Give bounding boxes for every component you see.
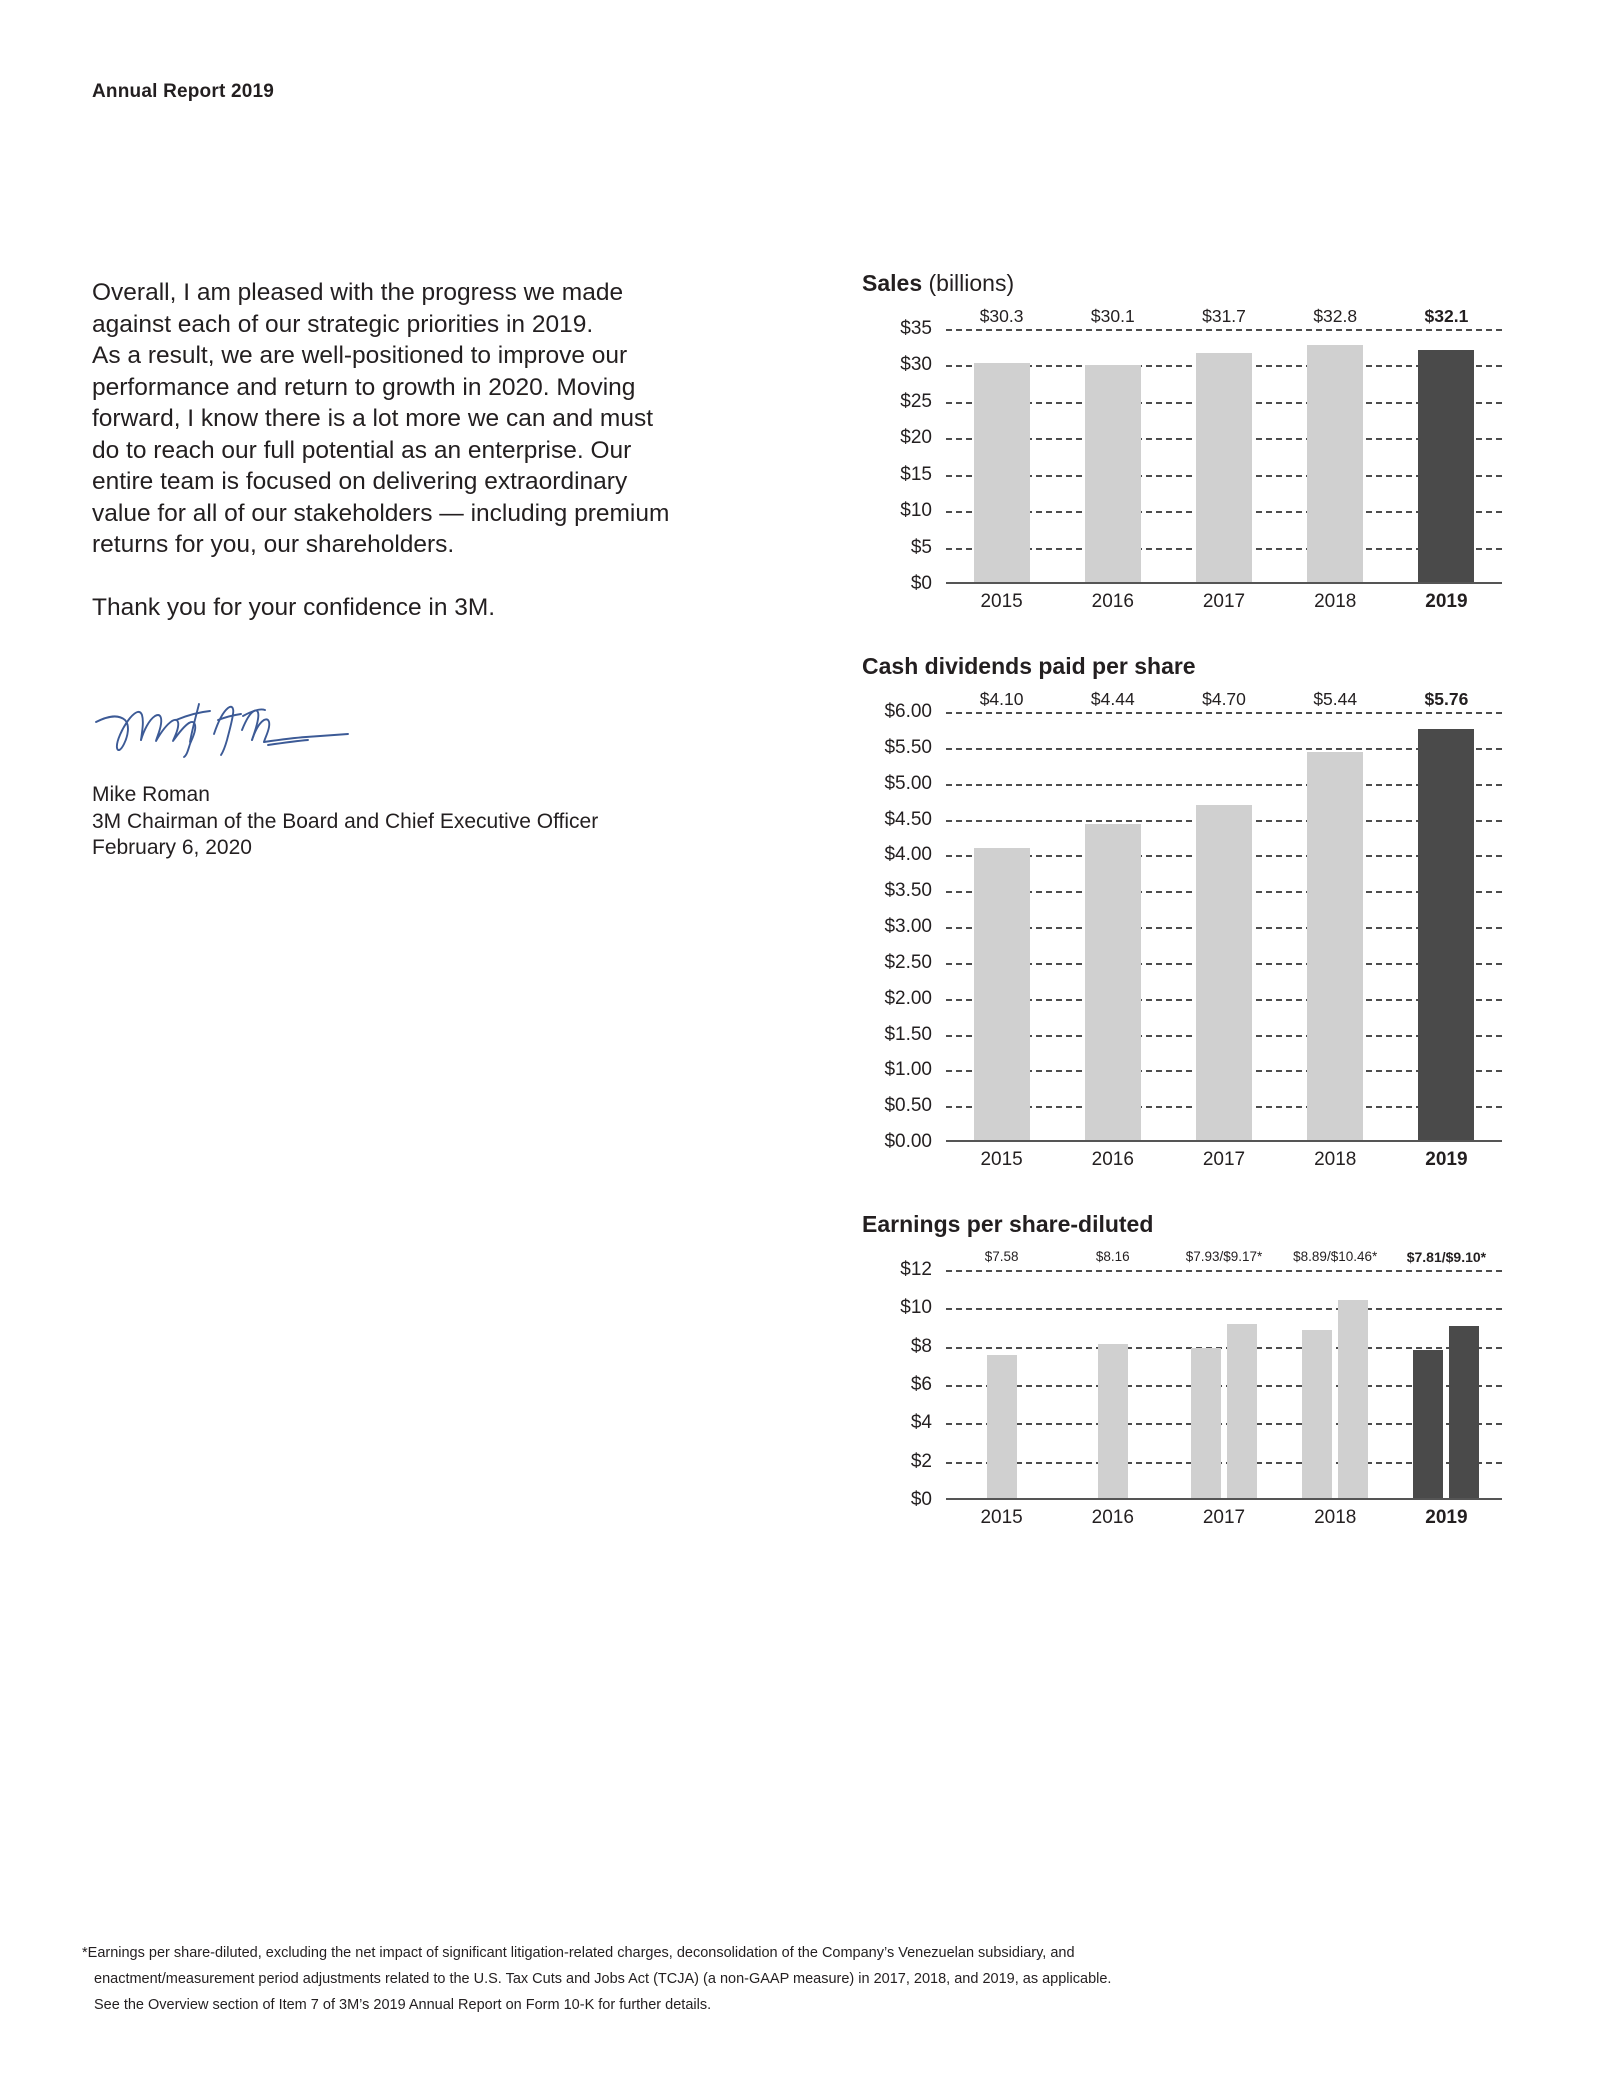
bar	[1191, 1348, 1221, 1500]
value-label: $7.93/$9.17*	[1185, 1249, 1263, 1264]
x-axis-tick-label: 2015	[980, 591, 1023, 612]
x-axis-tick-label: 2019	[1425, 591, 1468, 612]
chart-dividends	[862, 653, 1502, 1171]
y-axis-tick-label: $15	[900, 463, 932, 485]
chart-title-main: Sales	[862, 270, 923, 296]
x-axis-tick-label: 2016	[1091, 591, 1134, 612]
y-axis-tick-label: $6.00	[884, 701, 932, 722]
bar-group	[1280, 752, 1391, 1142]
bar-group	[1057, 824, 1168, 1142]
signer-name: Mike Roman	[92, 783, 210, 806]
bar	[1227, 1324, 1257, 1500]
y-axis-tick-label: $1.50	[884, 1023, 932, 1045]
letter-line: Overall, I am pleased with the progress we made	[92, 279, 624, 306]
chart-title-eps	[862, 1211, 1502, 1238]
plot-inner	[884, 701, 1502, 1152]
footnote	[82, 1940, 1532, 2018]
y-axis-tick-label: $0.50	[884, 1095, 932, 1117]
bar	[1085, 824, 1141, 1142]
x-axis-tick-label: 2018	[1314, 1507, 1357, 1528]
x-axis-tick-label: 2017	[1202, 1507, 1246, 1528]
value-label: $30.1	[1090, 306, 1135, 326]
chart-sales	[862, 270, 1502, 613]
charts-column	[862, 270, 1502, 1529]
x-axis-tick-label: 2015	[980, 1149, 1023, 1170]
letter-line: do to reach our full potential as an enterprise. Our	[92, 436, 632, 464]
signature-block	[92, 700, 732, 862]
letter-line: forward, I know there is a lot more we can and must	[92, 405, 654, 432]
letter-line: entire team is focused on delivering extraordinary	[92, 468, 628, 495]
bar	[1449, 1326, 1479, 1500]
y-axis-tick-label: $4.50	[884, 808, 932, 830]
value-label: $4.44	[1090, 689, 1135, 709]
y-axis-tick-label: $4.00	[884, 844, 932, 866]
bar-group	[1391, 350, 1502, 584]
bar-group	[1057, 1344, 1168, 1500]
y-axis-tick-label: $20	[900, 427, 932, 449]
chart-value-labels	[946, 303, 1502, 329]
x-axis-tick-label: 2019	[1425, 1149, 1468, 1170]
y-axis-tick-label: $2.50	[884, 951, 932, 973]
x-axis-tick-label: 2016	[1091, 1149, 1134, 1170]
y-axis-tick-label: $0	[910, 1489, 932, 1510]
x-axis-labels	[946, 1500, 1502, 1529]
bar	[987, 1355, 1017, 1500]
bar-group	[1280, 1300, 1391, 1500]
chart-title-dividends	[862, 653, 1502, 680]
y-axis-tick-label: $4	[910, 1412, 932, 1434]
y-axis-tick-label: $30	[900, 354, 932, 376]
y-axis-tick-label: $2.00	[884, 987, 932, 1009]
bar-group	[946, 1355, 1057, 1500]
value-label: $7.58	[984, 1249, 1019, 1264]
y-axis-tick-label: $5.00	[884, 772, 932, 794]
x-axis-labels	[946, 1142, 1502, 1171]
chart-value-labels	[946, 686, 1502, 712]
x-axis-tick-label: 2018	[1314, 591, 1357, 612]
y-axis-tick-label: $5.50	[884, 736, 932, 758]
y-axis-tick-label: $8	[910, 1335, 932, 1357]
value-label: $7.81/$9.10*	[1406, 1249, 1487, 1265]
chart-title-main: Cash dividends paid per share	[862, 653, 1196, 679]
footnote-line-2: enactment/measurement period adjustments related to the U.S. Tax Cuts and Jobs Act (TCJA) (a non-GAAP measure) in 2017, 2018, and 2019, as applicable.	[94, 1971, 1112, 1987]
bar	[1302, 1330, 1332, 1500]
letter-line: against each of our strategic priorities in 2019.	[92, 310, 594, 338]
x-axis-labels	[946, 584, 1502, 613]
plot-area	[862, 318, 1502, 594]
chart-value-labels	[946, 1244, 1502, 1270]
footnote-line-3: See the Overview section of Item 7 of 3M’s 2019 Annual Report on Form 10-K for further details.	[94, 1997, 712, 2013]
signer-date: February 6, 2020	[92, 836, 252, 859]
value-label: $8.89/$10.46*	[1293, 1249, 1378, 1264]
x-axis-tick-label: 2019	[1425, 1507, 1468, 1528]
bar-group	[1280, 345, 1391, 584]
chart-title-suffix: (billions)	[922, 270, 1015, 296]
y-axis-tick-label: $2	[910, 1450, 932, 1472]
bars	[946, 1270, 1502, 1500]
bar	[974, 363, 1030, 584]
chart-eps	[862, 1211, 1502, 1529]
x-axis-line	[946, 1140, 1502, 1142]
value-label: $30.3	[979, 306, 1024, 326]
x-axis-tick-label: 2017	[1202, 591, 1246, 612]
value-label: $8.16	[1095, 1249, 1130, 1264]
chart-title-main: Earnings per share-diluted	[862, 1211, 1154, 1237]
value-label: $31.7	[1202, 306, 1246, 326]
letter-paragraph-2: Thank you for your confidence in 3M.	[92, 593, 496, 621]
y-axis-tick-label: $6	[910, 1374, 932, 1395]
chart-title-sales	[862, 270, 1502, 297]
x-axis-tick-label: 2017	[1202, 1149, 1246, 1170]
value-label: $4.10	[979, 689, 1024, 709]
bars	[946, 712, 1502, 1142]
bar	[1307, 752, 1363, 1142]
letter-line: performance and return to growth in 2020. Moving	[92, 373, 636, 401]
bar	[1098, 1344, 1128, 1500]
y-axis-tick-label: $35	[900, 318, 932, 339]
page-title: Annual Report 2019	[92, 81, 275, 102]
y-axis-tick-label: $1.00	[884, 1059, 932, 1081]
value-label: $32.1	[1424, 306, 1469, 326]
bar	[1085, 365, 1141, 584]
x-axis-line	[946, 582, 1502, 584]
y-axis-tick-label: $10	[900, 500, 932, 522]
y-axis-tick-label: $25	[900, 390, 932, 412]
letter-paragraph-1	[92, 277, 732, 561]
y-axis-tick-label: $12	[900, 1259, 932, 1280]
bar	[1196, 805, 1252, 1142]
bar-group	[1168, 353, 1279, 584]
bar	[1418, 350, 1474, 584]
signature-image	[92, 700, 422, 760]
value-label: $5.76	[1424, 689, 1469, 709]
bar-group	[1168, 805, 1279, 1142]
x-axis-tick-label: 2015	[980, 1507, 1023, 1528]
signer-title: 3M Chairman of the Board and Chief Executive Officer	[92, 809, 599, 833]
y-axis-tick-label: $0.00	[884, 1131, 932, 1152]
bar	[1338, 1300, 1368, 1500]
bars	[946, 329, 1502, 584]
x-axis-line	[946, 1498, 1502, 1500]
bar-group	[1168, 1324, 1279, 1500]
bar-group	[946, 363, 1057, 584]
y-axis-tick-label: $0	[910, 573, 932, 594]
footnote-line-1: *Earnings per share-diluted, excluding the net impact of significant litigation-related charges, deconsolidation of the Company’s Venezuelan subsidiary, and	[82, 1945, 1075, 1961]
y-axis-tick-label: $3.50	[884, 880, 932, 902]
bar-group	[946, 848, 1057, 1142]
bar	[1413, 1350, 1443, 1500]
bar-group	[1391, 1326, 1502, 1500]
plot-area	[862, 1259, 1502, 1510]
bar	[974, 848, 1030, 1142]
bar	[1196, 353, 1252, 584]
value-label: $32.8	[1313, 306, 1358, 326]
bar	[1418, 729, 1474, 1142]
x-axis-tick-label: 2018	[1314, 1149, 1357, 1170]
bar-group	[1057, 365, 1168, 584]
value-label: $4.70	[1202, 689, 1246, 709]
plot-inner	[900, 318, 1502, 594]
plot-inner	[900, 1259, 1502, 1510]
y-axis-tick-label: $5	[910, 536, 932, 558]
plot-area	[862, 701, 1502, 1152]
value-label: $5.44	[1313, 689, 1358, 709]
paragraph-spacer	[92, 561, 732, 592]
letter-line: returns for you, our shareholders.	[92, 531, 455, 558]
letter-line: value for all of our stakeholders — including premium	[92, 499, 670, 527]
y-axis-tick-label: $3.00	[884, 916, 932, 937]
letter-line: As a result, we are well-positioned to improve our	[92, 342, 628, 369]
bar-group	[1391, 729, 1502, 1142]
y-axis-tick-label: $10	[900, 1297, 932, 1319]
letter-body	[92, 277, 732, 623]
bar	[1307, 345, 1363, 584]
x-axis-tick-label: 2016	[1091, 1507, 1134, 1528]
